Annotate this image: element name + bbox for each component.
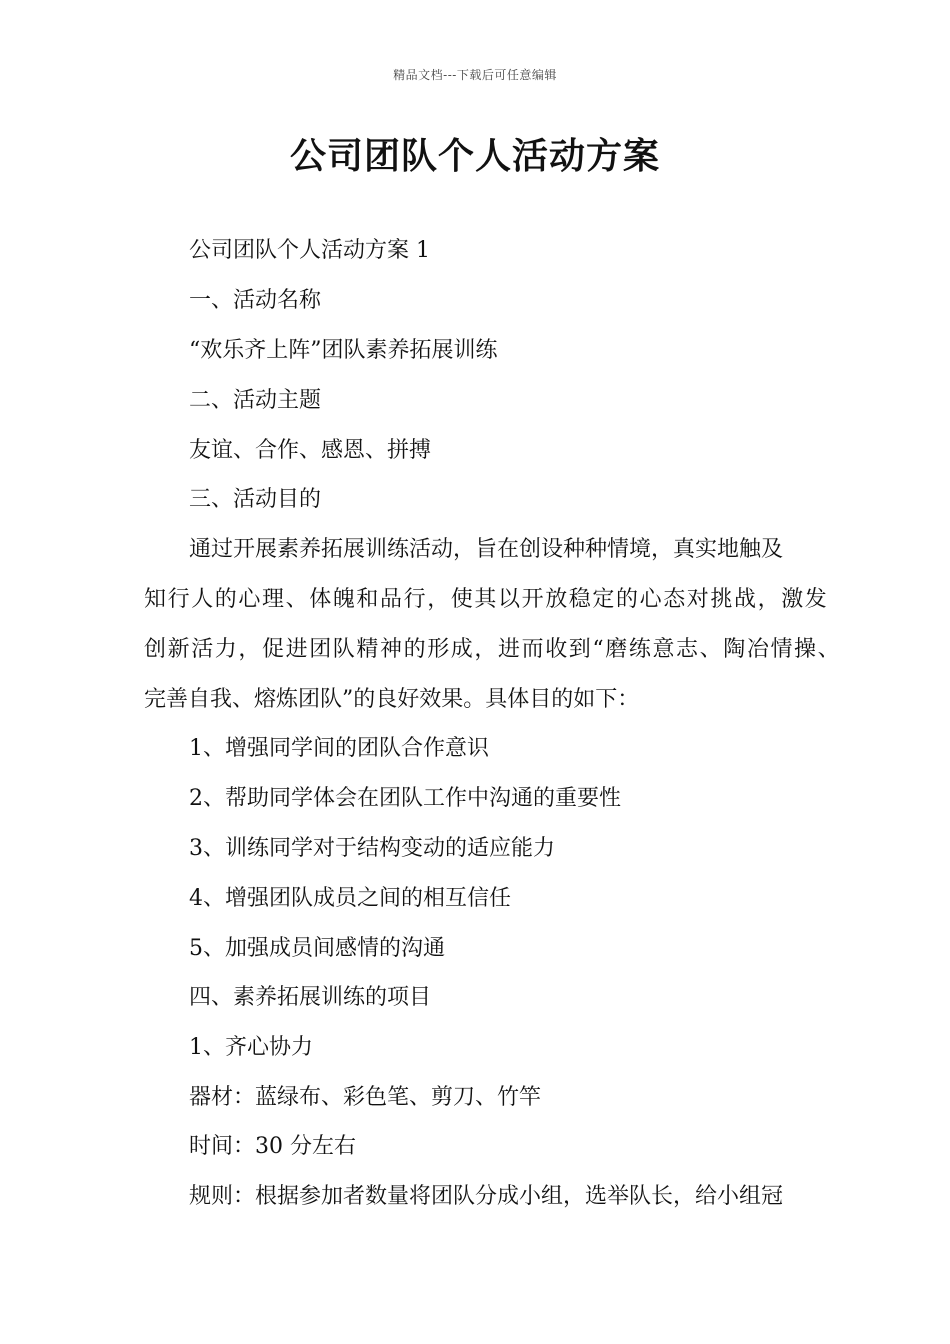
list-item: 1、齐心协力 [189, 1035, 313, 1060]
list-item: 2、帮助同学体会在团队工作中沟通的重要性 [189, 786, 621, 811]
paragraph-line: 器材：蓝绿布、彩色笔、剪刀、竹竿 [189, 1085, 542, 1110]
list-item: 3、训练同学对于结构变动的适应能力 [189, 836, 555, 861]
section-heading: 公司团队个人活动方案 1 [189, 238, 430, 263]
paragraph-line: 友谊、合作、感恩、拼搏 [189, 438, 432, 463]
section-heading: 四、素养拓展训练的项目 [189, 985, 432, 1010]
list-item: 1、增强同学间的团队合作意识 [189, 736, 489, 761]
section-heading: 一、活动名称 [189, 288, 322, 313]
paragraph-line: 时间：30 分左右 [189, 1134, 356, 1159]
paragraph-line: 知行人的心理、体魄和品行，使其以开放稳定的心态对挑战，激发 [144, 587, 829, 612]
paragraph-line: “欢乐齐上阵”团队素养拓展训练 [189, 338, 498, 363]
document-title: 公司团队个人活动方案 [289, 135, 660, 177]
paragraph-line: 规则：根据参加者数量将团队分成小组，选举队长，给小组冠 [189, 1184, 784, 1209]
section-heading: 三、活动目的 [189, 487, 322, 512]
paragraph-line: 通过开展素养拓展训练活动，旨在创设种种情境，真实地触及 [189, 537, 784, 562]
paragraph-line: 创新活力，促进团队精神的形成，进而收到“磨练意志、陶冶情操、 [144, 637, 842, 662]
list-item: 4、增强团队成员之间的相互信任 [189, 886, 511, 911]
list-item: 5、加强成员间感情的沟通 [189, 936, 445, 961]
header-note: 精品文档---下载后可任意编辑 [393, 68, 557, 82]
section-heading: 二、活动主题 [189, 388, 322, 413]
paragraph-line: 完善自我、熔炼团队”的良好效果。具体目的如下： [144, 687, 640, 712]
